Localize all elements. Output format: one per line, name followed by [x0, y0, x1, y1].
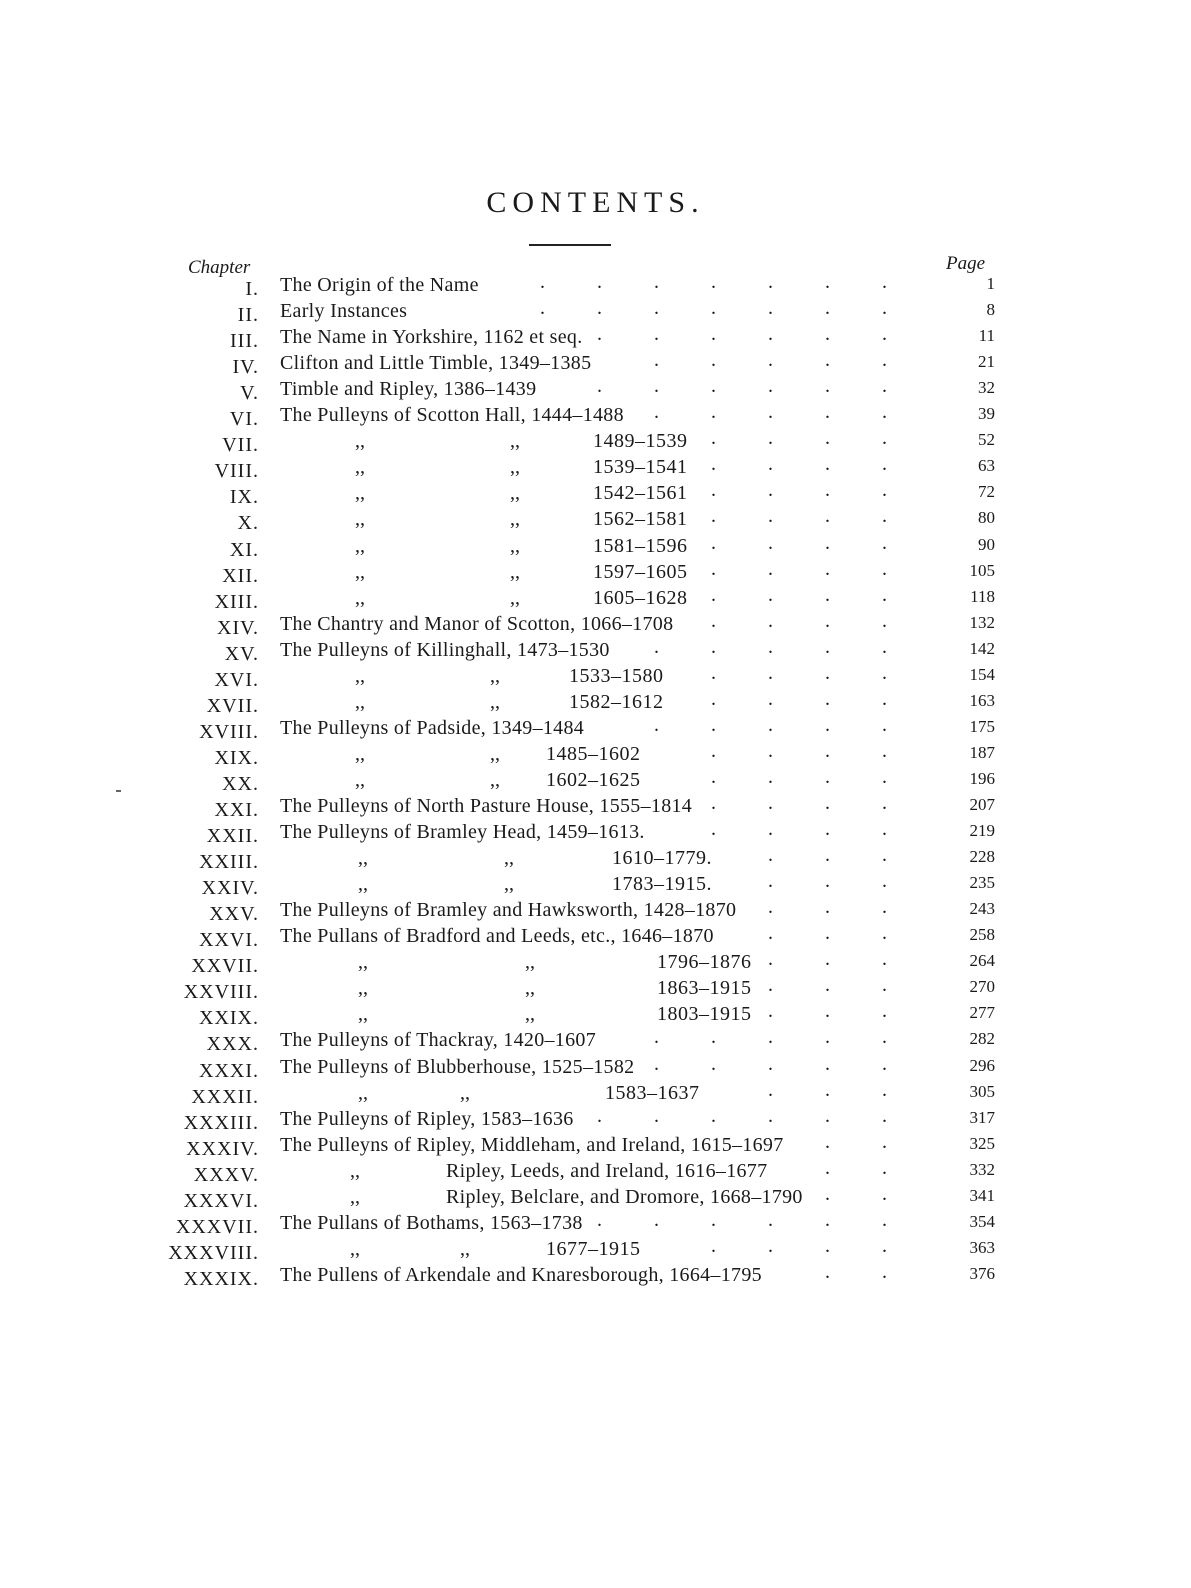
chapter-dates: 1489–1539	[593, 430, 688, 453]
page-number: 90	[978, 534, 995, 554]
ditto-mark: ,,	[490, 768, 500, 791]
chapter-title: Timble and Ripley, 1386–1439	[280, 378, 537, 401]
page-number: 72	[978, 482, 995, 502]
contents-entry[interactable]: XXXIX. The Pullens of Arkendale and Knaresborough, 1664–1795 . . 376	[183, 1260, 995, 1290]
chapter-number: III.	[230, 330, 259, 353]
ditto-mark: ,,	[355, 534, 365, 557]
chapter-title: The Pulleyns of Thackray, 1420–1607	[280, 1029, 596, 1052]
chapter-number: XI.	[229, 538, 259, 561]
contents-entry[interactable]: XXI. The Pulleyns of North Pasture House, 1555–1814 . . . . 207	[214, 792, 995, 821]
chapter-number: XXIII.	[199, 851, 259, 874]
ditto-mark: ,,	[350, 1237, 360, 1260]
chapter-title: The Pulleyns of Ripley, Middleham, and Ireland, 1615–1697	[280, 1133, 784, 1156]
ditto-mark: ,,	[510, 534, 520, 557]
page-number: 363	[969, 1237, 995, 1257]
chapter-dates: 1803–1915	[657, 1003, 752, 1026]
page-title: CONTENTS.	[486, 186, 705, 219]
ditto-mark: ,,	[460, 1081, 470, 1104]
ditto-mark: ,,	[355, 430, 365, 453]
chapter-title: The Pulleyns of Ripley, 1583–1636	[280, 1107, 574, 1130]
page-number: 196	[969, 768, 995, 788]
page-number: 1	[986, 274, 995, 293]
contents-entry[interactable]: XXVI. The Pullans of Bradford and Leeds, etc., 1646–1870 . . . 258	[199, 922, 995, 952]
chapter-number: XXXVI.	[183, 1189, 259, 1212]
chapter-number: XXIV.	[201, 877, 259, 900]
title-rule	[529, 244, 611, 246]
page-number: 277	[969, 1003, 995, 1023]
chapter-title: The Pulleyns of Scotton Hall, 1444–1488	[280, 404, 624, 427]
contents-entry[interactable]: IX. ,, ,, 1542–1561 . . . . 72	[229, 479, 995, 509]
chapter-number: XXVI.	[199, 929, 259, 952]
chapter-title: The Name in Yorkshire, 1162 et seq.	[280, 326, 583, 349]
chapter-dates: 1533–1580	[569, 664, 664, 687]
contents-entry[interactable]: XVIII. The Pulleyns of Padside, 1349–1484 . . . . . 175	[199, 713, 995, 743]
contents-entry[interactable]: XXXVIII. ,, ,, 1677–1915 . . . . 363	[168, 1234, 995, 1264]
chapter-dates: 1539–1541	[593, 456, 688, 479]
chapter-number: XVI.	[214, 668, 259, 691]
contents-entry[interactable]: XII. ,, ,, 1597–1605 . . . . 105	[222, 557, 995, 587]
chapter-number: I.	[245, 278, 259, 300]
page-number: 163	[969, 690, 995, 710]
contents-entry[interactable]: XXXV. ,, Ripley, Leeds, and Ireland, 1616–1677 . . 332	[193, 1156, 995, 1186]
chapter-number: XV.	[224, 642, 259, 665]
ditto-mark: ,,	[358, 951, 368, 974]
chapter-dates: 1677–1915	[546, 1237, 641, 1260]
chapter-title: Ripley, Leeds, and Ireland, 1616–1677	[446, 1159, 768, 1182]
ditto-mark: ,,	[525, 1003, 535, 1026]
ditto-mark: ,,	[355, 768, 365, 791]
ditto-mark: ,,	[355, 664, 365, 687]
chapter-number: XXVIII.	[183, 981, 259, 1004]
page-number: 325	[969, 1133, 995, 1153]
chapter-number: V.	[240, 382, 259, 405]
chapter-title: Ripley, Belclare, and Dromore, 1668–1790	[446, 1185, 803, 1208]
page-number: 219	[969, 821, 995, 841]
page-number: 243	[969, 899, 995, 919]
page-number: 296	[969, 1055, 995, 1075]
ditto-mark: ,,	[504, 873, 514, 896]
ditto-mark: ,,	[510, 508, 520, 531]
chapter-number: XXXVII.	[175, 1215, 259, 1238]
chapter-number: XXXIV.	[186, 1137, 259, 1160]
ditto-mark: ,,	[358, 1081, 368, 1104]
contents-entry[interactable]: XXXVII. The Pullans of Bothams, 1563–1738 . . . . . . 354	[175, 1208, 995, 1238]
page-number: 332	[969, 1159, 995, 1179]
contents-entry[interactable]: XI. ,, ,, 1581–1596 . . . . 90	[229, 531, 995, 561]
chapter-title: Clifton and Little Timble, 1349–1385	[280, 352, 592, 375]
chapter-number: IX.	[229, 486, 259, 509]
contents-entry[interactable]: XX. ,, ,, 1602–1625 . . . . 196	[222, 765, 995, 795]
chapter-number: XIII.	[214, 590, 259, 613]
ditto-mark: ,,	[355, 742, 365, 765]
page-number: 270	[969, 977, 995, 997]
chapter-title: The Origin of the Name	[280, 274, 479, 296]
ditto-mark: ,,	[355, 456, 365, 479]
page-number: 354	[969, 1211, 995, 1231]
contents-entry[interactable]: III. The Name in Yorkshire, 1162 et seq. . . . . . . 11	[230, 323, 995, 353]
chapter-number: XVII.	[206, 694, 259, 717]
page-number: 154	[969, 664, 995, 684]
ditto-mark: ,,	[510, 560, 520, 583]
ditto-mark: ,,	[490, 742, 500, 765]
chapter-title: The Chantry and Manor of Scotton, 1066–1708	[280, 612, 674, 635]
page-number: 175	[969, 716, 995, 736]
page-number: 258	[969, 925, 995, 945]
page-number: 105	[969, 560, 995, 580]
chapter-title: The Pullans of Bradford and Leeds, etc., 1646–1870	[280, 925, 714, 948]
contents-entry[interactable]: I. The Origin of the Name . . . . . . . 1	[245, 271, 995, 300]
ditto-mark: ,,	[358, 847, 368, 870]
page-number: 235	[969, 873, 995, 893]
chapter-number: XXVII.	[191, 955, 259, 978]
ditto-mark: ,,	[510, 456, 520, 479]
contents-entry[interactable]: X. ,, ,, 1562–1581 . . . . 80	[237, 505, 995, 535]
chapter-number: XXXIX.	[183, 1267, 259, 1290]
contents-entry[interactable]: XXII. The Pulleyns of Bramley Head, 1459–1613. . . . . 219	[206, 818, 995, 848]
page-number: 187	[969, 742, 995, 762]
chapter-dates: 1863–1915	[657, 977, 752, 1000]
chapter-dates: 1485–1602	[546, 742, 641, 765]
ditto-mark: ,,	[490, 690, 500, 713]
ditto-mark: ,,	[358, 1003, 368, 1026]
page-number: 118	[970, 586, 995, 606]
chapter-title: Early Instances	[280, 300, 408, 323]
page-number: 282	[969, 1029, 995, 1049]
ditto-mark: ,,	[355, 482, 365, 505]
contents-entry[interactable]: XIX. ,, ,, 1485–1602 . . . . 187	[214, 739, 995, 769]
chapter-number: XVIII.	[199, 720, 259, 743]
ditto-mark: ,,	[490, 664, 500, 687]
contents-entry[interactable]: VIII. ,, ,, 1539–1541 . . . . 63	[214, 453, 995, 483]
contents-entry[interactable]: XXX. The Pulleyns of Thackray, 1420–1607 . . . . . 282	[206, 1026, 995, 1056]
ditto-mark: ,,	[350, 1159, 360, 1182]
chapter-title: The Pulleyns of Bramley and Hawksworth, 1428–1870	[280, 899, 737, 922]
ditto-mark: ,,	[355, 586, 365, 609]
page-number: 32	[978, 378, 995, 398]
page-number: 264	[969, 951, 995, 971]
chapter-dates: 1602–1625	[546, 768, 641, 791]
chapter-title: The Pulleyns of Killinghall, 1473–1530	[280, 638, 610, 661]
chapter-dates: 1581–1596	[593, 534, 688, 557]
chapter-number: VI.	[229, 408, 259, 431]
contents-entry[interactable]: II. Early Instances . . . . . . . 8	[237, 297, 995, 327]
chapter-number: VIII.	[214, 460, 259, 483]
contents-entry[interactable]: XXXIII. The Pulleyns of Ripley, 1583–1636 . . . . . . 317	[183, 1104, 995, 1134]
chapter-number: XIX.	[214, 746, 259, 769]
chapter-number: XXXV.	[193, 1163, 259, 1186]
page-number: 376	[969, 1263, 995, 1283]
contents-entry[interactable]: XXIX. ,, ,, 1803–1915 . . . 277	[199, 1000, 995, 1030]
contents-entry[interactable]: XXVII. ,, ,, 1796–1876 . . . 264	[191, 948, 995, 978]
chapter-column-header: Chapter	[188, 257, 251, 278]
page-number: 207	[969, 795, 995, 814]
ditto-mark: ,,	[510, 430, 520, 453]
ditto-mark: ,,	[355, 560, 365, 583]
chapter-title: The Pulleyns of Blubberhouse, 1525–1582	[280, 1055, 635, 1078]
ditto-mark: ,,	[355, 690, 365, 713]
contents-entry[interactable]: XIII. ,, ,, 1605–1628 . . . . 118	[214, 583, 995, 613]
chapter-title: The Pullans of Bothams, 1563–1738	[280, 1211, 583, 1234]
page-number: 52	[978, 430, 995, 450]
page-number: 8	[986, 300, 995, 320]
chapter-dates: 1562–1581	[593, 508, 688, 531]
chapter-number: XII.	[222, 564, 259, 587]
ditto-mark: ,,	[510, 586, 520, 609]
contents-entry[interactable]: XVII. ,, ,, 1582–1612 . . . . 163	[206, 687, 995, 717]
contents-entry[interactable]: XXVIII. ,, ,, 1863–1915 . . . 270	[183, 974, 995, 1004]
contents-entry[interactable]: V. Timble and Ripley, 1386–1439 . . . . . . 32	[240, 375, 995, 405]
contents-entry[interactable]: XXV. The Pulleyns of Bramley and Hawksworth, 1428–1870 . . . 243	[209, 896, 995, 926]
chapter-title: The Pulleyns of Bramley Head, 1459–1613.	[280, 821, 645, 844]
page-number: 341	[969, 1185, 995, 1205]
page-column-header: Page	[946, 253, 986, 274]
chapter-dates: 1583–1637	[605, 1081, 700, 1104]
contents-entry[interactable]: XXIII. ,, ,, 1610–1779. . . . 228	[199, 844, 995, 874]
contents-entry[interactable]: VI. The Pulleyns of Scotton Hall, 1444–1488 . . . . . 39	[229, 401, 995, 431]
contents-entry[interactable]: VII. ,, ,, 1489–1539 . . . . 52	[222, 427, 995, 457]
ditto-mark: ,,	[504, 847, 514, 870]
contents-entry[interactable]: IV. Clifton and Little Timble, 1349–1385 . . . . . 21	[232, 349, 995, 379]
contents-entry[interactable]: XXXII. ,, ,, 1583–1637 . . . 305	[191, 1078, 995, 1108]
page-number: 142	[969, 638, 995, 658]
chapter-number: XIV.	[217, 616, 259, 639]
contents-entry[interactable]: XXXVI. ,, Ripley, Belclare, and Dromore, 1668–1790 . . 341	[183, 1182, 995, 1212]
ditto-mark: ,,	[525, 977, 535, 1000]
contents-entry[interactable]: XXIV. ,, ,, 1783–1915. . . . 235	[201, 870, 995, 900]
chapter-dates: 1783–1915.	[612, 873, 712, 896]
chapter-number: X.	[237, 512, 259, 535]
chapter-dates: 1542–1561	[593, 482, 688, 505]
page-number: 80	[978, 508, 995, 528]
ditto-mark: ,,	[525, 951, 535, 974]
contents-entry[interactable]: XXXIV. The Pulleyns of Ripley, Middleham, and Ireland, 1615–1697 . . 325	[186, 1130, 995, 1160]
chapter-title: The Pulleyns of Padside, 1349–1484	[280, 716, 585, 739]
page-number: 317	[969, 1107, 995, 1127]
chapter-number: XXII.	[206, 825, 259, 848]
chapter-dates: 1610–1779.	[612, 847, 712, 870]
chapter-number: XXI.	[214, 799, 259, 821]
chapter-dates: 1605–1628	[593, 586, 688, 609]
chapter-number: XXXIII.	[183, 1111, 259, 1134]
chapter-number: XX.	[222, 772, 259, 795]
chapter-number: IV.	[232, 356, 259, 379]
chapter-number: XXX.	[206, 1033, 259, 1056]
ditto-mark: ,,	[460, 1237, 470, 1260]
page-number: 228	[969, 847, 995, 867]
ditto-mark: ,,	[350, 1185, 360, 1208]
contents-entry[interactable]: XIV. The Chantry and Manor of Scotton, 1066–1708 . . . . 132	[217, 609, 995, 639]
contents-entry[interactable]: XXXI. The Pulleyns of Blubberhouse, 1525–1582 . . . . . 296	[199, 1052, 995, 1082]
ditto-mark: ,,	[355, 508, 365, 531]
chapter-dates: 1796–1876	[657, 951, 752, 974]
page-number: 21	[978, 352, 995, 372]
chapter-number: XXXI.	[199, 1059, 259, 1082]
page-number: 11	[978, 326, 995, 346]
ditto-mark: ,,	[510, 482, 520, 505]
chapter-dates: 1582–1612	[569, 690, 664, 713]
chapter-dates: 1597–1605	[593, 560, 688, 583]
contents-entry[interactable]: XVI. ,, ,, 1533–1580 . . . . 154	[214, 661, 995, 691]
chapter-title: The Pullens of Arkendale and Knaresborough, 1664–1795	[280, 1263, 762, 1286]
page-number: 305	[969, 1081, 995, 1101]
page-number: 132	[969, 612, 995, 632]
chapter-number: XXXVIII.	[168, 1241, 259, 1264]
chapter-number: VII.	[222, 434, 259, 457]
contents-entry[interactable]: XV. The Pulleyns of Killinghall, 1473–1530 . . . . . 142	[224, 635, 995, 665]
page-number: 39	[978, 404, 995, 424]
ditto-mark: ,,	[358, 873, 368, 896]
chapter-title: The Pulleyns of North Pasture House, 1555–1814	[280, 795, 693, 817]
chapter-number: XXV.	[209, 903, 259, 926]
ditto-mark: ,,	[358, 977, 368, 1000]
page-number: 63	[978, 456, 995, 476]
chapter-number: II.	[237, 304, 259, 327]
chapter-number: XXXII.	[191, 1085, 259, 1108]
chapter-number: XXIX.	[199, 1007, 259, 1030]
